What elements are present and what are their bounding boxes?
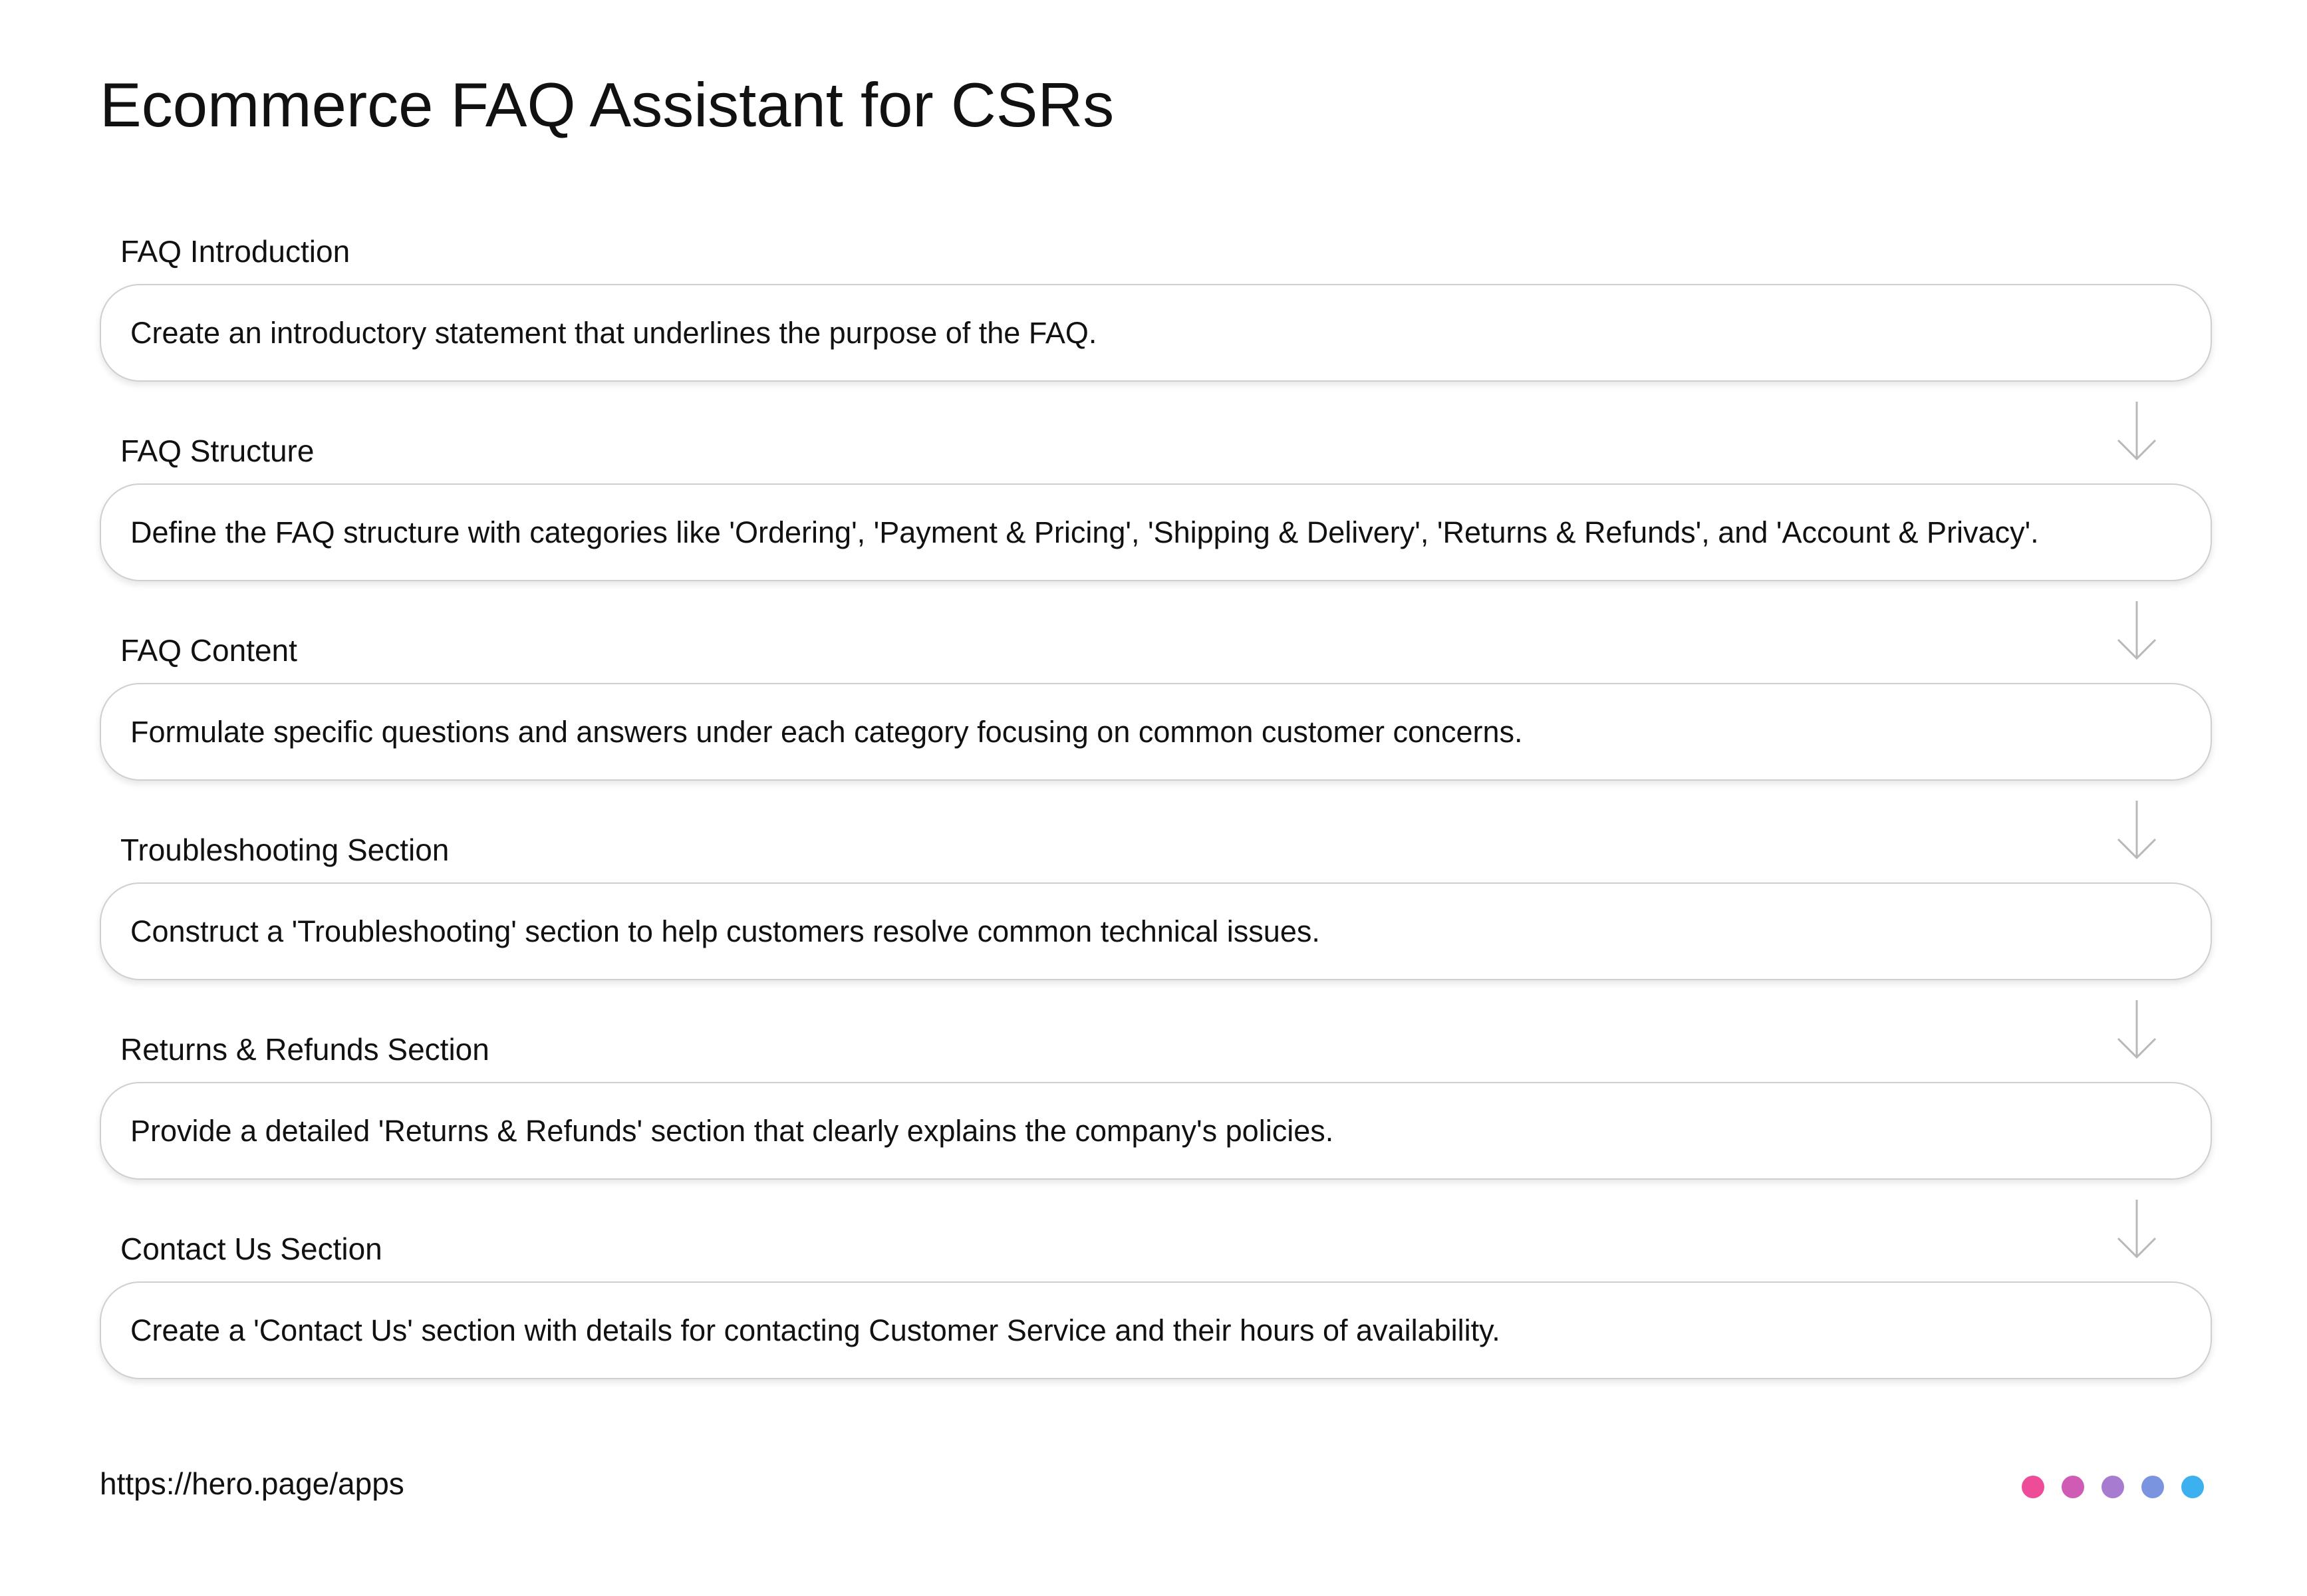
step-label: Troubleshooting Section bbox=[120, 833, 450, 867]
footer-url-link[interactable]: https://hero.page/apps bbox=[100, 1466, 404, 1501]
dot-purple bbox=[2102, 1476, 2124, 1498]
step-box bbox=[100, 1082, 2212, 1180]
arrow-down-icon bbox=[2114, 798, 2159, 862]
dot-blue bbox=[2181, 1476, 2204, 1498]
step-box bbox=[100, 683, 2212, 781]
brand-dots bbox=[2022, 1476, 2204, 1498]
step-text: Construct a 'Troubleshooting' section to help customers resolve common technical issues. bbox=[130, 914, 1320, 948]
arrow-down-icon bbox=[2114, 399, 2159, 463]
step-box bbox=[100, 284, 2212, 382]
step-text: Formulate specific questions and answers under each category focusing on common customer concerns. bbox=[130, 714, 1523, 749]
step-box bbox=[100, 483, 2212, 581]
step-box bbox=[100, 882, 2212, 980]
page-title: Ecommerce FAQ Assistant for CSRs bbox=[100, 70, 1115, 140]
step-text: Create a 'Contact Us' section with details for contacting Customer Service and their hours of availability. bbox=[130, 1313, 1500, 1347]
step-box bbox=[100, 1281, 2212, 1379]
step-text: Create an introductory statement that underlines the purpose of the FAQ. bbox=[130, 315, 1097, 350]
dot-pink bbox=[2022, 1476, 2044, 1498]
arrow-down-icon bbox=[2114, 598, 2159, 662]
dot-magenta bbox=[2062, 1476, 2084, 1498]
arrow-down-icon bbox=[2114, 998, 2159, 1061]
step-label: FAQ Structure bbox=[120, 434, 315, 468]
arrow-down-icon bbox=[2114, 1197, 2159, 1261]
step-label: Returns & Refunds Section bbox=[120, 1032, 489, 1067]
step-text: Provide a detailed 'Returns & Refunds' section that clearly explains the company's policies. bbox=[130, 1113, 1334, 1148]
step-label: Contact Us Section bbox=[120, 1232, 382, 1266]
step-label: FAQ Content bbox=[120, 633, 297, 668]
dot-periwinkle bbox=[2141, 1476, 2164, 1498]
step-label: FAQ Introduction bbox=[120, 234, 350, 269]
step-text: Define the FAQ structure with categories like 'Ordering', 'Payment & Pricing', 'Shipping & Delivery', 'Returns & Refunds', and 'Account & Privacy'. bbox=[130, 515, 2039, 549]
